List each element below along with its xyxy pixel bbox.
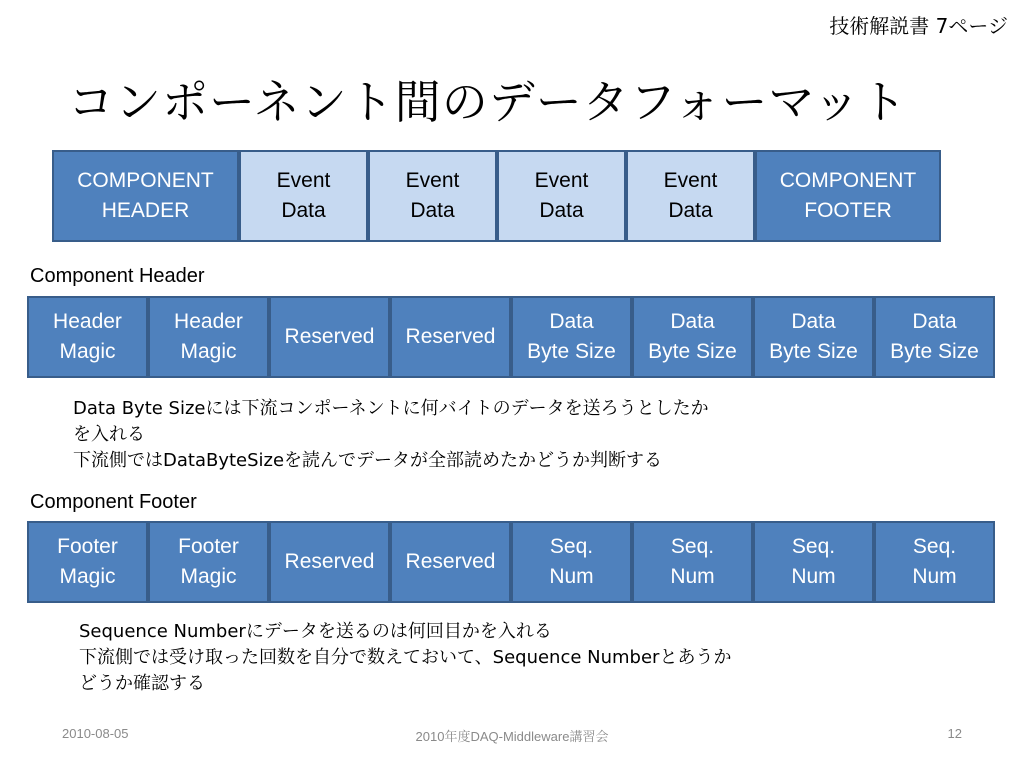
header-field [269, 296, 390, 378]
header-field [753, 296, 874, 378]
footer-field [269, 521, 390, 603]
block-label-line1: Event [663, 169, 718, 192]
note-line: Data Byte Sizeには下流コンポーネントに何バイトのデータを送ろうとしたか [73, 398, 709, 419]
field-line1: Footer [57, 535, 118, 558]
event-data-block [497, 150, 626, 242]
field-line2: Byte Size [890, 340, 979, 363]
field-line1: Data [670, 310, 715, 333]
note-line: Sequence Numberにデータを送るのは何回目かを入れる [79, 621, 552, 642]
event-data-block [626, 150, 755, 242]
block-label-line1: Event [534, 169, 589, 192]
block-label-line2: HEADER [101, 199, 190, 222]
header-field [511, 296, 632, 378]
block-label-line2: Data [668, 199, 713, 222]
field-line1: Data [549, 310, 594, 333]
field-line1: Seq. [670, 535, 715, 558]
footer-note [79, 619, 731, 697]
header-note [73, 396, 709, 474]
field-line1: Header [174, 310, 243, 333]
field-line2: Num [791, 565, 836, 588]
footer-field [148, 521, 269, 603]
data-stream-diagram [52, 150, 941, 242]
block-label-line1: COMPONENT [77, 169, 214, 192]
note-line: 下流側ではDataByteSizeを読んでデータが全部読めたかどうか判断する [73, 450, 663, 471]
field-line1: Reserved [405, 550, 496, 573]
footer-field [632, 521, 753, 603]
footer-field [753, 521, 874, 603]
component-footer-block [755, 150, 941, 242]
header-field [390, 296, 511, 378]
field-line1: Reserved [284, 325, 375, 348]
field-line2: Num [670, 565, 715, 588]
field-line1: Seq. [791, 535, 836, 558]
block-label-line1: Event [276, 169, 331, 192]
block-label-line1: Event [405, 169, 460, 192]
component-header-label: Component Header [30, 265, 205, 287]
field-line1: Reserved [284, 550, 375, 573]
event-data-block [368, 150, 497, 242]
slide-event: 2010年度DAQ-Middleware講習会 [415, 729, 609, 744]
field-line2: Magic [180, 340, 237, 363]
block-label-line1: COMPONENT [779, 169, 917, 192]
header-field [148, 296, 269, 378]
header-field [874, 296, 995, 378]
page-reference: 技術解説書 7ページ [829, 14, 1008, 38]
slide-date: 2010-08-05 [62, 726, 129, 741]
field-line2: Magic [59, 565, 116, 588]
field-line1: Data [791, 310, 836, 333]
footer-field [390, 521, 511, 603]
component-footer-label: Component Footer [30, 491, 197, 513]
slide-title: コンポーネント間のデータフォーマット [68, 75, 908, 129]
block-label-line2: FOOTER [804, 199, 892, 222]
field-line2: Magic [59, 340, 116, 363]
event-data-block [239, 150, 368, 242]
note-line: どうか確認する [79, 673, 205, 694]
field-line1: Footer [178, 535, 239, 558]
note-line: を入れる [73, 424, 145, 445]
field-line2: Num [549, 565, 594, 588]
field-line2: Byte Size [648, 340, 737, 363]
footer-field [511, 521, 632, 603]
field-line2: Magic [180, 565, 237, 588]
footer-field [874, 521, 995, 603]
header-field [632, 296, 753, 378]
field-line2: Num [912, 565, 957, 588]
field-line2: Byte Size [527, 340, 616, 363]
field-line2: Byte Size [769, 340, 858, 363]
footer-field [27, 521, 148, 603]
component-header-block [52, 150, 239, 242]
block-label-line2: Data [410, 199, 455, 222]
field-line1: Data [912, 310, 957, 333]
field-line1: Seq. [549, 535, 594, 558]
slide-page-number: 12 [947, 726, 962, 741]
field-line1: Reserved [405, 325, 496, 348]
field-line1: Seq. [912, 535, 957, 558]
header-field [27, 296, 148, 378]
component-footer-fields [27, 521, 995, 603]
component-header-fields [27, 296, 995, 378]
note-line: 下流側では受け取った回数を自分で数えておいて、Sequence Numberとあうか [79, 647, 732, 668]
block-label-line2: Data [281, 199, 326, 222]
block-label-line2: Data [539, 199, 584, 222]
field-line1: Header [53, 310, 122, 333]
